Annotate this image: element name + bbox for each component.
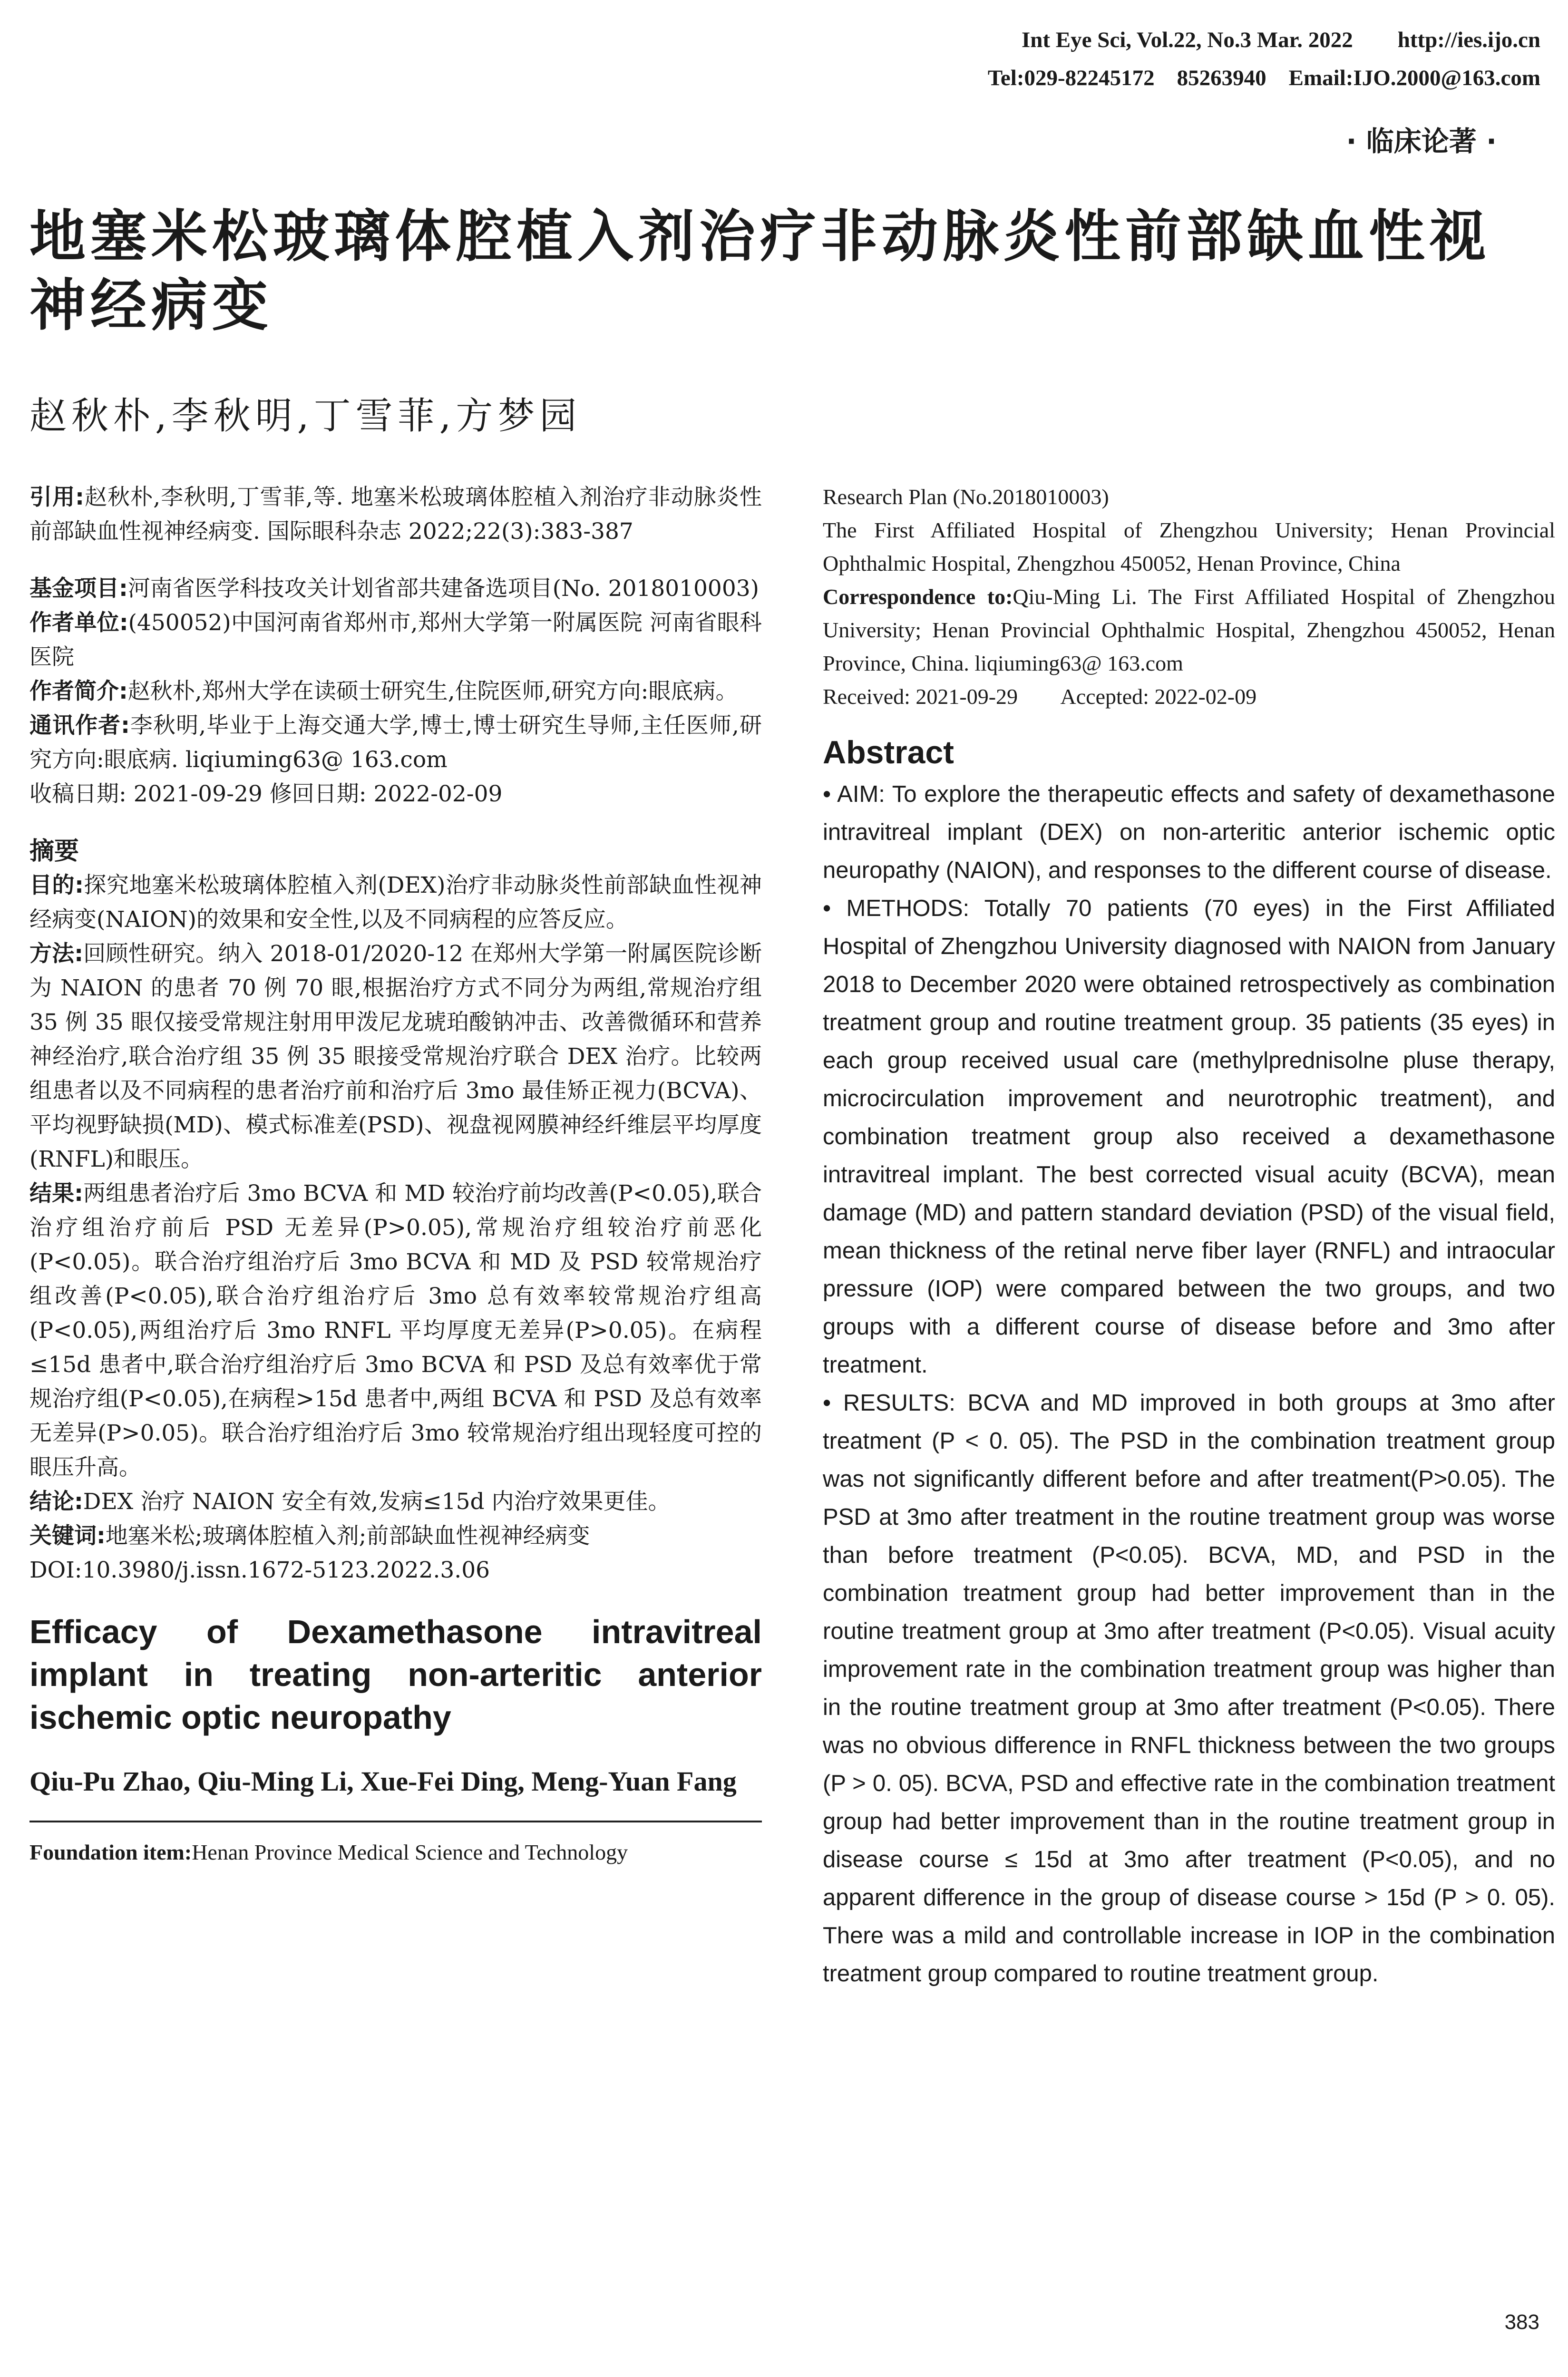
abstract-results-en: • RESULTS: BCVA and MD improved in both groups at 3mo after treatment (P < 0. 05). The PSD in the combination treatment group was not significantly different before and after treatment(P>0.05). The PSD at 3mo after treatment in the routine treatment group was worse than before treatment (P<0.05). BCVA, MD, and PSD in the combination treatment group had better improvement than in the routine treatment group at 3mo after treatment (P<0.05). Visual acuity improvement rate in the combination treatment group was higher than in the routine treatment group at 3mo after treatment (P<0.05). There was no obvious difference in RNFL thickness between the two groups (P > 0. 05). BCVA, PSD and effective rate in the combination treatment group had better improvement than in the routine treatment group in disease course ≤ 15d at 3mo after treatment (P<0.05), and no apparent difference in the group of disease course > 15d (P > 0. 05). There was a mild and controllable increase in IOP in the combination treatment group compared to routine treatment group. xyxy=(823,1390,1555,1987)
abstract-methods-cn: 方法:回顾性研究。纳入 2018-01/2020-12 在郑州大学第一附属医院诊断为 NAION 的患者 70 例 70 眼,根据治疗方式不同分为两组,常规治疗组 35 例 35 眼仅接受常规注射用甲泼尼龙琥珀酸钠冲击、改善微循环和营养神经治疗,联合治疗组 35 例 35 眼接受常规治疗联合 DEX 治疗。比较两组患者以及不同病程的患者治疗前和治疗后 3mo 最佳矫正视力(BCVA)、平均视野缺损(MD)、模式标准差(PSD)、视盘视网膜神经纤维层平均厚度(RNFL)和眼压。 xyxy=(29,941,762,1172)
correspondence-en: Correspondence to:Qiu-Ming Li. The First Affiliated Hospital of Zhengzhou University; Henan Provincial Ophthalmic Hospital, Zhengzhou 450052, Henan Province, China. liqiuming63@ 163.com xyxy=(823,585,1556,675)
corresponding-author: 通讯作者:李秋明,毕业于上海交通大学,博士,博士研究生导师,主任医师,研究方向:眼底病. liqiuming63@ 163.com xyxy=(29,712,762,773)
abstract-results-cn: 结果:两组患者治疗后 3mo BCVA 和 MD 较治疗前均改善(P<0.05),联合治疗组治疗前后 PSD 无差异(P>0.05),常规治疗组较治疗前恶化(P<0.05)。联合治疗组治疗后 3mo BCVA 和 MD 及 PSD 较常规治疗组改善(P<0.05),联合治疗组治疗后 3mo 总有效率较常规治疗组高(P<0.05),两组治疗后 3mo RNFL 平均厚度无差异(P>0.05)。在病程≤15d 患者中,联合治疗组治疗后 3mo BCVA 和 PSD 及总有效率优于常规治疗组(P<0.05),在病程>15d 患者中,两组 BCVA 和 PSD 及总有效率无差异(P>0.05)。联合治疗组治疗后 3mo 较常规治疗组出现轻度可控的眼压升高。 xyxy=(29,1180,762,1481)
affiliation-en: The First Affiliated Hospital of Zhengzhou University; Henan Provincial Ophthalmic Hospital, Zhengzhou 450052, Henan Province, China xyxy=(823,518,1555,575)
author-list: 赵秋朴,李秋明,丁雪菲,方梦园 xyxy=(29,395,582,438)
received-dates: 收稿日期: 2021-09-29 修回日期: 2022-02-09 xyxy=(29,781,503,807)
abstract-aim-cn: 目的:探究地塞米松玻璃体腔植入剂(DEX)治疗非动脉炎性前部缺血性视神经病变(NAION)的效果和安全性,以及不同病程的应答反应。 xyxy=(29,872,762,933)
section-label: · 临床论著 · xyxy=(1346,125,1497,157)
keywords-cn: 关键词:地塞米松;玻璃体腔植入剂;前部缺血性视神经病变 xyxy=(29,1523,590,1549)
article-title: 地塞米松玻璃体腔植入剂治疗非动脉炎性前部缺血性视神经病变 xyxy=(29,204,1491,338)
citation: 引用:赵秋朴,李秋明,丁雪菲,等. 地塞米松玻璃体腔植入剂治疗非动脉炎性前部缺血性视神经病变. 国际眼科杂志 2022;22(3):383-387 xyxy=(29,484,762,545)
page-number: 383 xyxy=(1504,2310,1539,2334)
foundation-item-cont: Research Plan (No.2018010003) xyxy=(823,485,1109,509)
journal-header-line: Int Eye Sci, Vol.22, No.3 Mar. 2022 http://ies.ijo.cn xyxy=(1021,28,1540,52)
left-column xyxy=(29,480,762,1869)
author-bio: 作者简介:赵秋朴,郑州大学在读硕士研究生,住院医师,研究方向:眼底病。 xyxy=(29,678,738,704)
abstract-conclusion-cn: 结论:DEX 治疗 NAION 安全有效,发病≤15d 内治疗效果更佳。 xyxy=(29,1489,671,1515)
dates-en: Received: 2021-09-29 Accepted: 2022-02-09 xyxy=(823,684,1257,709)
abstract-aim-en: • AIM: To explore the therapeutic effects and safety of dexamethasone intravitreal implant (DEX) on non-arteritic anterior ischemic optic neuropathy (NAION), and responses to the different course of disease. xyxy=(823,781,1555,883)
fund-info: 基金项目:河南省医学科技攻关计划省部共建备选项目(No. 2018010003) xyxy=(29,575,759,602)
abstract-methods-en: • METHODS: Totally 70 patients (70 eyes) in the First Affiliated Hospital of Zhengzhou University diagnosed with NAION from January 2018 to December 2020 were obtained retrospectively as combination treatment group and routine treatment group. 35 patients (35 eyes) in each group received usual care (methylprednisolne pluse therapy, microcirculation improvement and neurotrophic treatment), and combination treatment group also received a dexamethasone intravitreal implant. The best corrected visual acuity (BCVA), mean damage (MD) and pattern standard deviation (PSD) of the visual field, mean thickness of the retinal nerve fiber layer (RNFL) and intraocular pressure (IOP) were compared between the two groups, and two groups with a different course of disease before and 3mo after treatment. xyxy=(823,896,1555,1378)
right-column xyxy=(823,480,1555,1993)
journal-contact-line: Tel:029-82245172 85263940 Email:IJO.2000@163.com xyxy=(987,66,1540,90)
author-unit: 作者单位:(450052)中国河南省郑州市,郑州大学第一附属医院 河南省眼科医院 xyxy=(29,610,762,670)
abstract-heading-en: Abstract xyxy=(823,734,954,770)
foundation-item: Foundation item:Henan Province Medical Science and Technology xyxy=(29,1840,628,1864)
abstract-heading-cn: 摘要 xyxy=(29,837,79,866)
english-title: Efficacy of Dexamethasone intravitreal implant in treating non-arteritic anterior ischemic optic neuropathy xyxy=(29,1613,762,1736)
english-authors: Qiu-Pu Zhao, Qiu-Ming Li, Xue-Fei Ding, Meng-Yuan Fang xyxy=(29,1766,737,1797)
doi: DOI:10.3980/j.issn.1672-5123.2022.3.06 xyxy=(29,1557,490,1583)
